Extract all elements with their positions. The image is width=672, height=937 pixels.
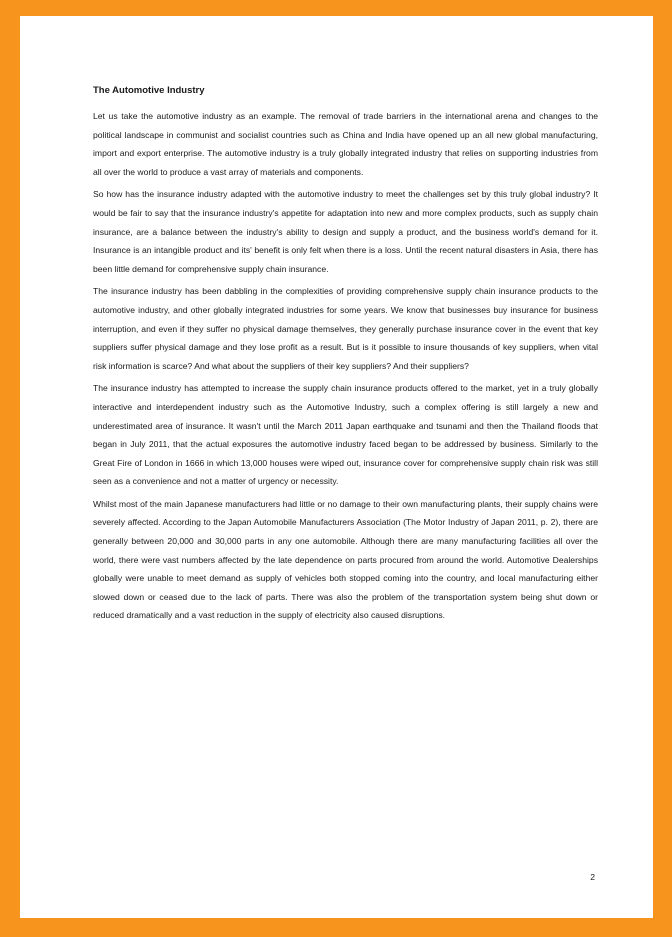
document-title: The Automotive Industry (93, 85, 205, 96)
paragraph-3: The insurance industry has been dabbling in the complexities of providing comprehensive supply chain insurance products to the automotive industry, and other globally integrated industries for some years. We know that businesses buy insurance for business interruption, and even if they suffer no physical damage themselves, they generally purchase insurance cover in the event that key suppliers suffer physical damage and they lose profit as a result. But is it possible to insure thousands of key suppliers, when vital risk information is scarce? And what about the suppliers of their key suppliers? And their suppliers? (93, 286, 598, 371)
paragraph-4: The insurance industry has attempted to increase the supply chain insurance products offered to the market, yet in a truly globally interactive and interdependent industry such as the Automotive Industry, such a complex offering is still largely a new and underestimated area of insurance. It wasn't until the March 2011 Japan earthquake and tsunami and then the Thailand floods that began in July 2011, that the actual exposures the automotive industry faced began to be addressed by business. Similarly to the Great Fire of London in 1666 in which 13,000 houses were wiped out, insurance cover for comprehensive supply chain risk was still seen as a convenience and not a matter of urgency or necessity. (93, 383, 598, 487)
page-number: 2 (590, 872, 595, 882)
document-page (20, 16, 653, 918)
paragraph-2: So how has the insurance industry adapted with the automotive industry to meet the challenges set by this truly global industry? It would be fair to say that the insurance industry's appetite for adaptation into new and more complex products, such as supply chain insurance, are a balance between the industry's ability to design and supply a product, and the business world's demand for it. Insurance is an intangible product and its' benefit is only felt when there is a loss. Until the recent natural disasters in Asia, there has been little demand for comprehensive supply chain insurance. (93, 189, 598, 274)
paragraph-5: Whilst most of the main Japanese manufacturers had little or no damage to their own manufacturing plants, their supply chains were severely affected. According to the Japan Automobile Manufacturers Association (The Motor Industry of Japan 2011, p. 2), there are generally between 20,000 and 30,000 parts in any one automobile. Although there are many manufacturing facilities all over the world, there were vast numbers affected by the late dependence on parts procured from around the world. Automotive Dealerships globally were unable to meet demand as supply of vehicles both stopped coming into the country, and local manufacturing either slowed down or ceased due to the lack of parts. There was also the problem of the transportation system being shut down or reduced dramatically and a vast reduction in the supply of electricity also caused disruptions. (93, 498, 598, 621)
document-body (93, 85, 598, 629)
paragraph-1: Let us take the automotive industry as an example. The removal of trade barriers in the international arena and changes to the political landscape in communist and socialist countries such as China and India have opened up an all new global manufacturing, import and export enterprise. The automotive industry is a truly globally integrated industry that relies on supporting industries from all over the world to produce a vast array of materials and components. (93, 111, 598, 177)
